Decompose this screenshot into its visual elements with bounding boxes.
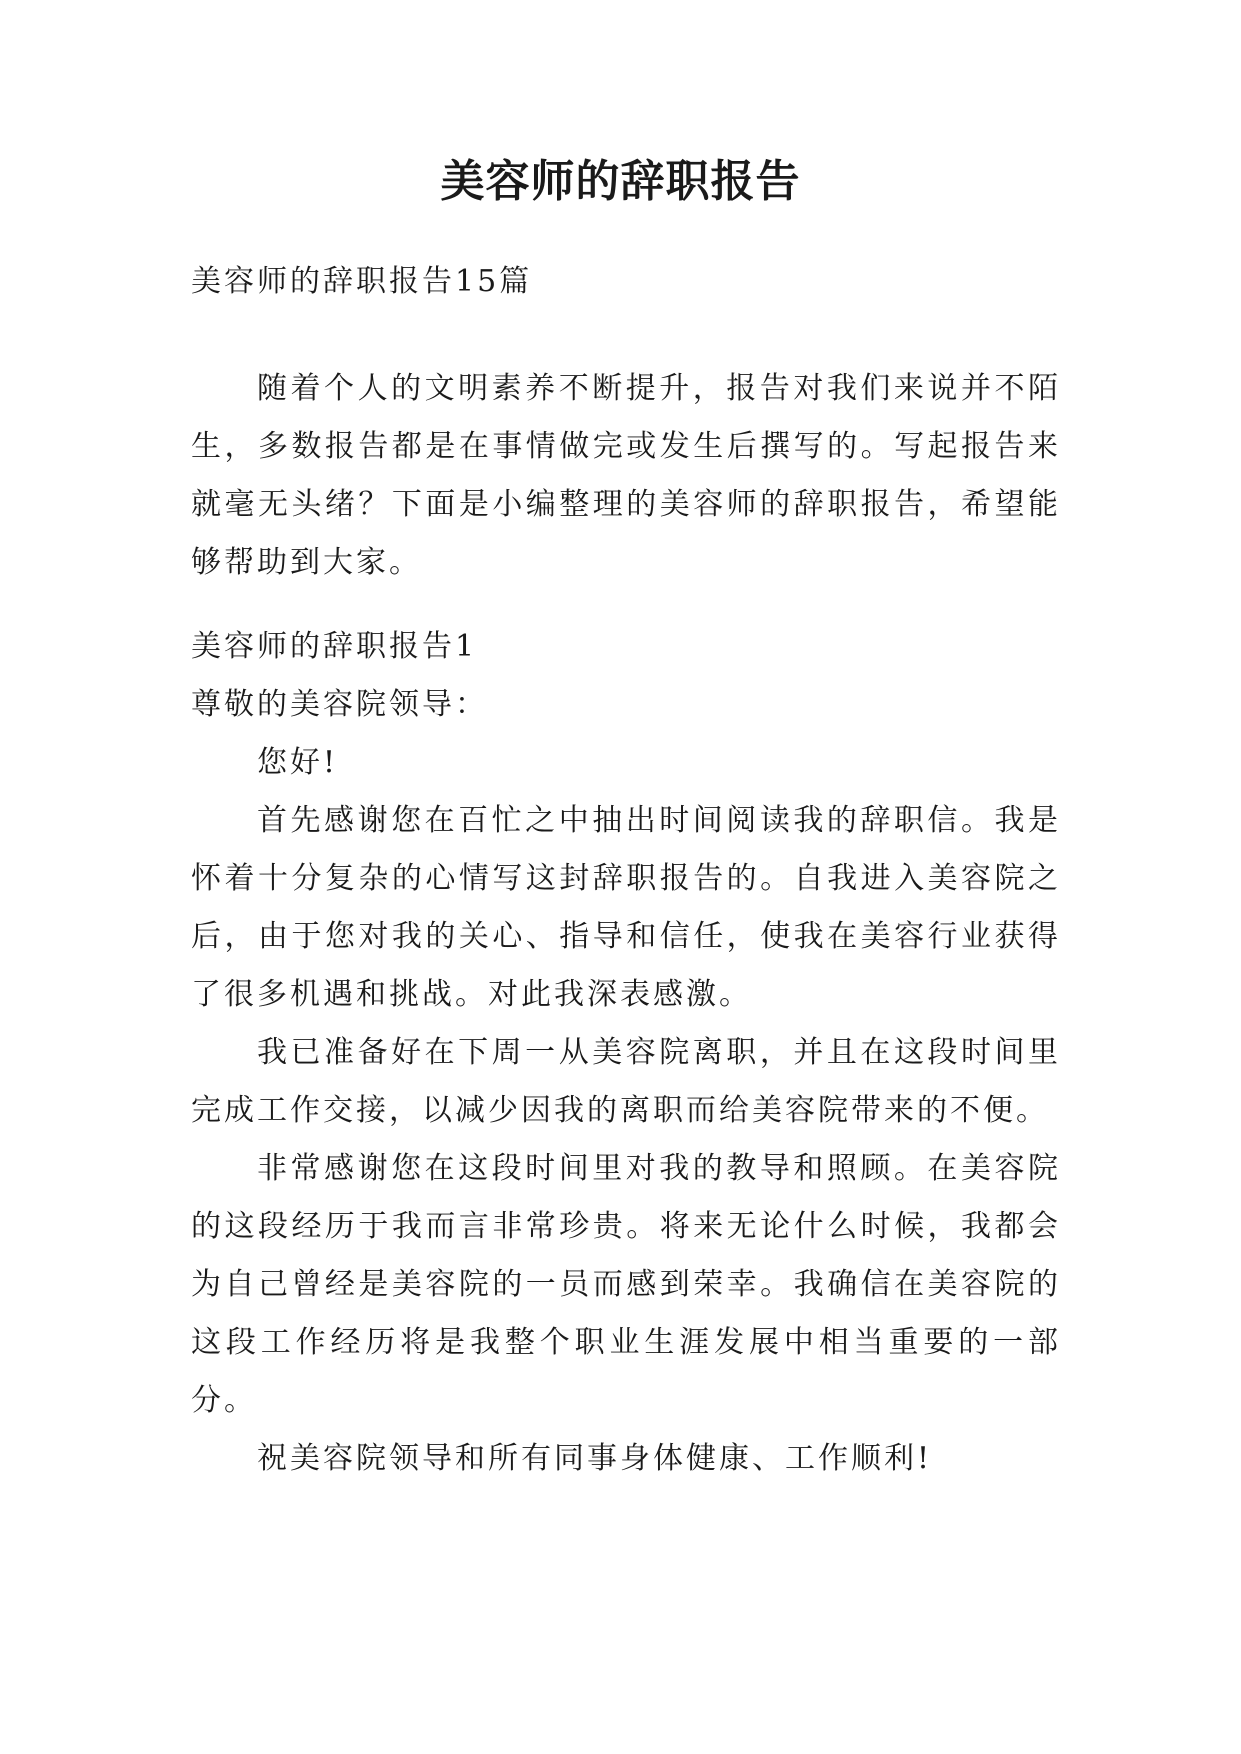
intro-paragraph	[191, 360, 1061, 592]
document-subtitle	[191, 253, 1061, 311]
section-heading	[191, 618, 1061, 676]
letter-paragraph-2: 我已准备好在下周一从美容院离职，并且在这段时间里完成工作交接，以减少因我的离职而给美容院带来的不便。	[191, 1035, 1061, 1128]
intro-text: 随着个人的文明素养不断提升，报告对我们来说并不陌生，多数报告都是在事情做完或发生后撰写的。写起报告来就毫无头绪？下面是小编整理的美容师的辞职报告，希望能够帮助到大家。	[191, 371, 1061, 580]
letter-paragraph-1: 首先感谢您在百忙之中抽出时间阅读我的辞职信。我是怀着十分复杂的心情写这封辞职报告的。自我进入美容院之后，由于您对我的关心、指导和信任，使我在美容行业获得了很多机遇和挑战。对此我深表感激。	[191, 803, 1061, 1012]
letter-closing: 祝美容院领导和所有同事身体健康、工作顺利!	[257, 1441, 933, 1476]
section-heading-text: 美容师的辞职报告1	[191, 629, 478, 664]
letter-paragraph-3: 非常感谢您在这段时间里对我的教导和照顾。在美容院的这段经历于我而言非常珍贵。将来无论什么时候，我都会为自己曾经是美容院的一员而感到荣幸。我确信在美容院的这段工作经历将是我整个职业生涯发展中相当重要的一部分。	[191, 1151, 1061, 1418]
letter-body	[191, 676, 1061, 1488]
salutation: 尊敬的美容院领导：	[191, 687, 488, 722]
subtitle-text: 美容师的辞职报告15篇	[191, 264, 533, 299]
greeting: 您好!	[257, 745, 339, 780]
document-title: 美容师的辞职报告	[440, 156, 801, 207]
